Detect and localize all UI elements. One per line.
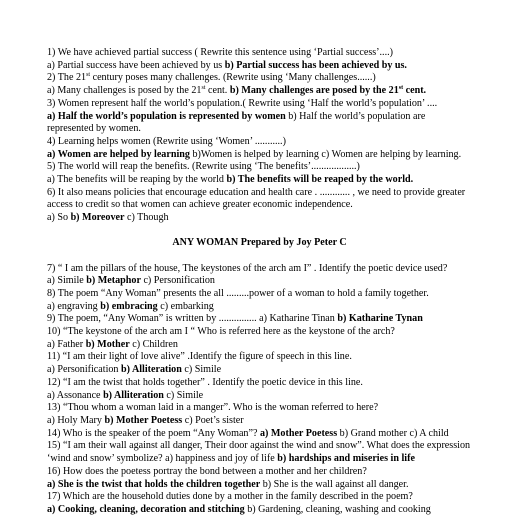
answer-options-7: a) Simile b) Metaphor c) Personification [47,275,215,287]
question-2: 2) The 21st century poses many challenges. (Rewrite using ‘Many challenges......) [47,72,376,84]
question-16: 16) How does the poetess portray the bond between a mother and her children? [47,465,367,477]
answer-options-3: a) Half the world’s population is represented by women b) Half the world’s population are represented by women. [47,110,426,135]
question-17: 17) Which are the household duties done by a mother in the family described in the poem? [47,491,413,503]
question-9: 9) The poem, “Any Woman” is written by ............... a) Katharine Tinan b) Katharine Tynan [47,313,423,325]
correct-answer: a) She is the twist that holds the children together [47,478,261,490]
answer-options-5: a) The benefits will be reaping by the world b) The benefits will be reaped by the world. [47,174,414,186]
question-6: 6) It also means policies that encourage education and health care . ............ , we need to provide greater access to credit so that women can achieve greater economic independence. [47,186,466,211]
correct-answer: b) The benefits will be reaped by the world. [226,174,414,186]
question-4: 4) Learning helps women (Rewrite using ‘Women’ ...........) [47,135,286,147]
question-13: 13) “Thou whom a woman laid in a manger”. Who is the woman referred to here? [47,402,379,414]
question-11: 11) “I am their light of love alive” .Identify the figure of speech in this line. [47,351,352,363]
section-heading: ANY WOMAN Prepared by Joy Peter C [172,236,347,248]
question-1: 1) We have achieved partial success ( Rewrite this sentence using ‘Partial success’....) [47,47,393,58]
question-7: 7) “ I am the pillars of the house, The keystones of the arch am I” . Identify the poetic device used? [47,262,448,274]
question-10: 10) “The keystone of the arch am I “ Who is referred here as the keystone of the arch? [47,326,395,338]
question-8: 8) The poem “Any Woman” presents the all .........power of a woman to hold a family together. [47,287,429,299]
answer-options-13: a) Holy Mary b) Mother Poetess c) Poet’s sister [47,414,244,426]
correct-answer: a) Half the world’s population is represented by women [47,110,286,122]
correct-answer: b) hardships and miseries in life [277,453,415,465]
question-15: 15) “I am their wall against all danger, Their door against the wind and snow”. What does the expression ‘wind and snow’ symbolize? a) happiness and joy of life b) hardships and miseries in life [47,440,471,465]
correct-answer: a) Mother Poetess [259,427,338,439]
question-14: 14) Who is the speaker of the poem “Any Woman”? a) Mother Poetess b) Grand mother c) A child [47,427,449,439]
correct-answer: a) Women are helped by learning [47,148,190,160]
question-12: 12) “I am the twist that holds together” . Identify the poetic device in this line. [47,376,363,388]
option-text: a) Partial success have been achieved by us [47,59,225,71]
answer-options-1 [47,60,472,73]
answer-options-12: a) Assonance b) Alliteration c) Simile [47,389,204,401]
correct-answer: b) Katharine Tynan [337,313,423,325]
correct-answer: b) Mother [85,338,130,350]
answer-options-17: a) Cooking, cleaning, decoration and stitching b) Gardening, cleaning, washing and cooking [47,503,431,515]
answer-options-16: a) She is the twist that holds the children together b) She is the wall against all danger. [47,478,409,490]
answer-options-10: a) Father b) Mother c) Children [47,338,178,350]
correct-answer: b) Many challenges are posed by the 21st cent. [229,85,427,97]
answer-options-6: a) So b) Moreover c) Though [47,212,169,224]
question-3: 3) Women represent half the world’s population.( Rewrite using ‘Half the world’s population’ .... [47,97,438,109]
correct-answer: b) Alliteration [103,389,164,401]
answer-options-8: a) engraving b) embracing c) embarking [47,300,214,312]
answer-options-11: a) Personification b) Alliteration c) Simile [47,364,222,376]
correct-answer: b) Mother Poetess [104,414,183,426]
correct-answer: b) Moreover [70,212,125,224]
answer-options-4: a) Women are helped by learning b)Women is helped by learning c) Women are helping by learning. [47,148,462,160]
answer-options-2: a) Many challenges is posed by the 21st cent. b) Many challenges are posed by the 21st cent. [47,85,427,97]
correct-answer: b) Alliteration [121,364,182,376]
correct-answer: a) Cooking, cleaning, decoration and stitching [47,503,245,515]
correct-answer: b) Metaphor [86,275,141,287]
question-5: 5) The world will reap the benefits. (Rewrite using ‘The benefits’..................) [47,161,360,173]
correct-answer: b) Partial success has been achieved by us. [224,59,407,71]
correct-answer: b) embracing [100,300,158,312]
